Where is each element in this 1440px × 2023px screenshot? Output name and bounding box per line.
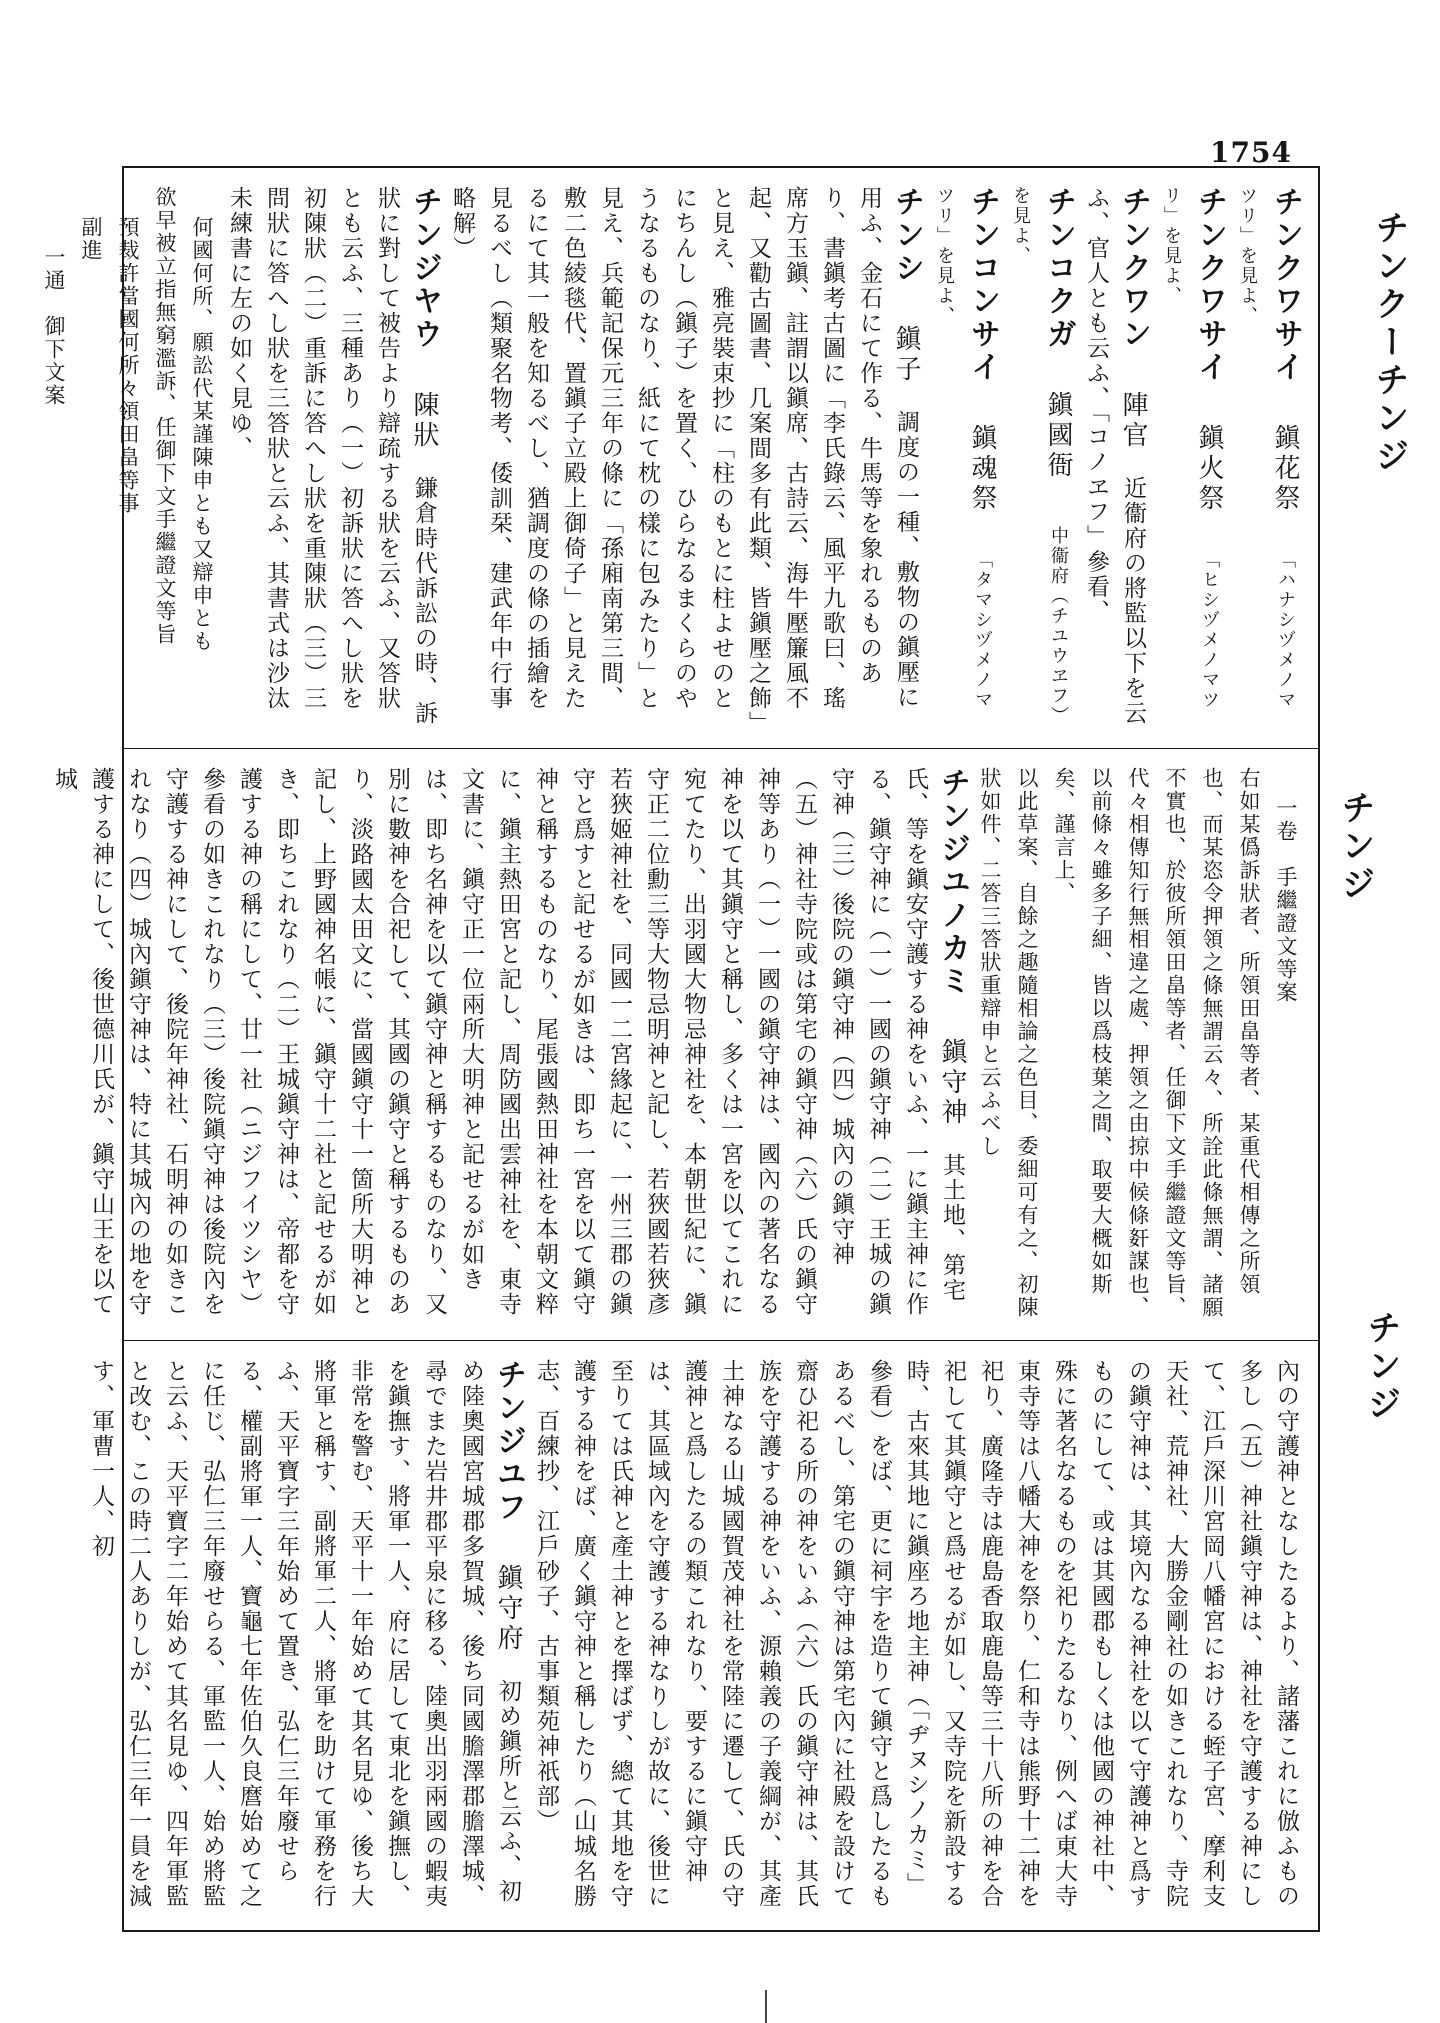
band-3-text	[88, 1359, 1304, 1913]
entry-ref: 「ヒシヅメノマツリ」を見よ、	[1161, 186, 1220, 710]
document-line: 何國何所、願訟代某謹陳申とも又辯申とも	[190, 216, 214, 653]
entry-chinkwan	[1077, 186, 1152, 728]
entry-term: チンジユノカミ	[935, 767, 970, 998]
entry-headword: 鎭魂祭	[967, 424, 997, 514]
page-number: 1754	[1210, 136, 1292, 169]
entry-chinjufu	[82, 1359, 527, 1913]
entry-ref: 中衞府（チユウヱフ）を見よ、	[1010, 186, 1069, 726]
entry-term: チンコクガ	[1041, 186, 1076, 351]
running-header-2: チンジ	[1335, 790, 1375, 904]
entry-body: 鎌倉時代訴訟の時、訴狀に對して被告より辯疏する狀を云ふ、又答狀とも云ふ、三種あり（一）初訴狀に答へし狀を初陳狀（二）重訴に答へし狀を重陳狀（三）三問狀に答へし狀を三答狀と云ふ、其書式は沙汰未練書に左の如く見ゆ、	[226, 186, 437, 726]
band-1-text	[42, 186, 1304, 728]
entry-term: チンクワサイ	[1268, 186, 1303, 384]
binding-mark	[765, 1990, 767, 2023]
continuation-text: 內の守護神となしたるより、諸藩これに倣ふもの多し（五）神社鎭守神は、神社を守護する神にして、江戶深川宮岡八幡宮における蛭子宮、摩利支天社、荒神社、大勝金剛社の如きこれなり、寺院の鎭守神は、其境內なる神社を以て守護神と爲すものにして、或は其國郡もしくは他國の神社中、殊に著名なるものを祀りたるなり、例へば東大寺東寺等は八幡大神を祭り、仁和寺は熊野十二神を祀り、廣隆寺は鹿島香取鹿島等三十八所の神を合祀して其鎭守と爲せるが如し、又寺院を新設する時、古來其地に鎭座ろ地主神（「ヂヌシノカミ」參看）をば、更に祠宇を造りて鎭守と爲したるもあるべし、第宅の鎭守神は第宅內に社殿を設けて齋ひ祀る所の神をいふ（六）氏の鎭守神は、其氏族を守護する神をいふ、源賴義の子義綱が、其產土神なる山城國賀茂神社を常陸に遷して、氏の守護神と爲したるの類これなり、要するに鎭守神は、其區域內を守護する神なりしが故に、後世に至りては氏神と產土神とを擇ばず、總て其地を守護する神をば、廣く鎭守神と稱したり（山城名勝志、百練抄、江戶砂子、古事類苑神祇部）	[533, 1359, 1299, 1909]
entry-headword: 陣官	[1118, 391, 1148, 451]
entry-chinkwasai-2	[1152, 186, 1228, 728]
entry-ref: 「ハナシヅメノマツリ」を見よ、	[1237, 186, 1296, 710]
entry-headword: 鎭守府	[493, 1564, 523, 1654]
band-1	[42, 168, 1318, 746]
entry-headword: 陳狀	[409, 391, 439, 451]
entry-chinjou	[220, 186, 443, 728]
entry-chinshi	[443, 186, 925, 728]
running-header-3: チンジ	[1361, 1310, 1401, 1424]
entry-term: チンシ	[889, 186, 924, 285]
entry-headword: 鎭國衙	[1043, 391, 1073, 481]
entry-body: 其土地、第宅氏、等を鎭安守護する神をいふ、一に鎭主神に作る、鎭守神に（一）一國の鎭守神（二）王城の鎭守神（三）後院の鎭守神（四）城內の鎭守神（五）神社寺院或は第宅の鎭守神（六）氏の鎭守神等あり（一）一國の鎭守神は、國內の著名なる神を以て其鎭守と稱し、多くは一宮を以てこれに宛てたり、出羽國大物忌神社を、本朝世紀に、鎭守正二位勳三等大物忌明神と記し、若狹國若狹彥若狹姬神社を、同國一二宮緣起に、一州三郡の鎭守と爲すと記せるが如きは、即ち一宮を以て鎭守神と稱するものなり、尾張國熱田神社を本朝文粹に、鎭主熱田宮と記し、周防國出雲神社を、東寺文書に、鎭守正一位兩所大明神と記せるが如きは、即ち名神を以て鎭守神と稱するものなり、又別に數神を合祀して、其國の鎭守と稱するものあり、淡路國太田文に、當國鎭守十一箇所大明神と記し、上野國神名帳に、鎭守十二社と記せるが如き、即ちこれなり（二）王城鎭守神は、帝都を守護する神の稱にして、廿一社（ニジフイツシヤ）參看の如きこれなり（三）後院鎭守神は後院內を守護する神にして、後院年神社、石明神の如きこれなり（四）城內鎭守神は、特に其城內の地を守護する神にして、後世德川氏が、鎭守山王を以て城	[51, 767, 965, 1317]
entry-body: 初め鎭所と云ふ、初め陸奧國宮城郡多賀城、後ち同國膽澤郡膽澤城、尋でまた岩井郡平泉に移る、陸奧出羽兩國の蝦夷を鎭撫す、將軍一人、府に居して東北を鎭撫し、非常を警む、天平十一年始めて其名見ゆ、後ち大將軍と稱す、副將軍二人、將軍を助けて軍務を行ふ、天平寶字三年始めて置き、弘仁三年廢せらる、權副將軍一人、寶龜七年佐伯久良麿始めて之に任じ、弘仁三年廢せらる、軍監一人、始め將監と云ふ、天平寶字二年始めて其名見ゆ、四年軍監と改む、この時二人ありしが、弘仁三年一員を減す、軍曹一人、初	[88, 1359, 521, 1909]
entry-term: チンジヤウ	[407, 186, 442, 351]
document-line: 以此草案、自餘之趣隨相論之色目、委細可有之、初陳狀如件、二答三答狀重辯申と云ふべし	[978, 767, 1039, 1319]
entry-headword: 鎭守神	[937, 1038, 967, 1128]
page-frame	[42, 166, 1320, 1932]
entry-body: 近衞府の將監以下を云ふ、官人とも云ふ、「コノヱフ」參看、	[1083, 186, 1146, 726]
entry-chinkwasai-1	[1228, 186, 1304, 728]
entry-body: 調度の一種、敷物の鎭壓に用ふ、金石にて作る、牛馬等を象れるものあり、書鎭考古圖に「李氏錄云、風平九歌曰、瑤席方玉鎭、註謂以鎭席、古詩云、海牛壓簾風不起、又勸古圖書、几案間多有此類、皆鎭壓之飾」と見え、雅亮裝束抄に「柱のもとに柱よせのとにちんし（鎭子）を置く、ひらなるまくらのやうなるものなり、紙にて枕の樣に包みたり」と見え、兵範記保元三年の條に「孫廂南第三間、敷二色綾毯代、置鎭子立殿上御倚子」と見えたるにて其一般を知るべし、猶調度の條の插繪を見るべし（類聚名物考、倭訓栞、建武年中行事略解）	[449, 186, 919, 725]
band-3	[88, 1340, 1318, 1931]
document-line: 預裁許當國何所々領田畠等事	[116, 216, 140, 515]
entry-headword: 鎭子	[891, 325, 921, 385]
entry-headword: 鎭火祭	[1194, 424, 1224, 514]
entry-term: チンジユフ	[491, 1359, 526, 1524]
band-2-text	[51, 767, 1304, 1321]
document-line: 副進	[79, 216, 103, 262]
entry-chinjunokami	[45, 767, 971, 1321]
entry-term: チンクワサイ	[1192, 186, 1227, 384]
document-line: 右如某僞訴狀者、所領田畠等者、某重代相傳之所領也、而某恣令押領之條無謂云々、所詮此條無謂、諸願不實也、於彼所領田畠等者、任御下文手繼證文等旨、代々相傳知行無相違之處、押領之由掠中候條姧謀也、以前條々雖多子細、皆以爲枝葉之間、取要大概如斯矣、謹言上、	[1052, 767, 1261, 1319]
entry-term: チンクワン	[1116, 186, 1151, 351]
document-line: 一卷 手繼證文等案	[1274, 797, 1298, 1004]
band-2	[51, 748, 1318, 1339]
entry-headword: 鎭花祭	[1270, 424, 1300, 514]
entry-term: チンコンサイ	[965, 186, 1000, 384]
document-line: 欲早被立指無窮濫訴、任御下文手繼證文等旨	[153, 186, 177, 646]
running-header-1: チンクーチンジ	[1369, 210, 1409, 476]
entry-chinkonsai	[925, 186, 1001, 728]
entry-chinkokuga	[1001, 186, 1077, 728]
entry-ref: 「タマシヅメノマツリ」を見よ、	[934, 186, 993, 710]
document-line: 一通 御下文案	[42, 246, 66, 407]
